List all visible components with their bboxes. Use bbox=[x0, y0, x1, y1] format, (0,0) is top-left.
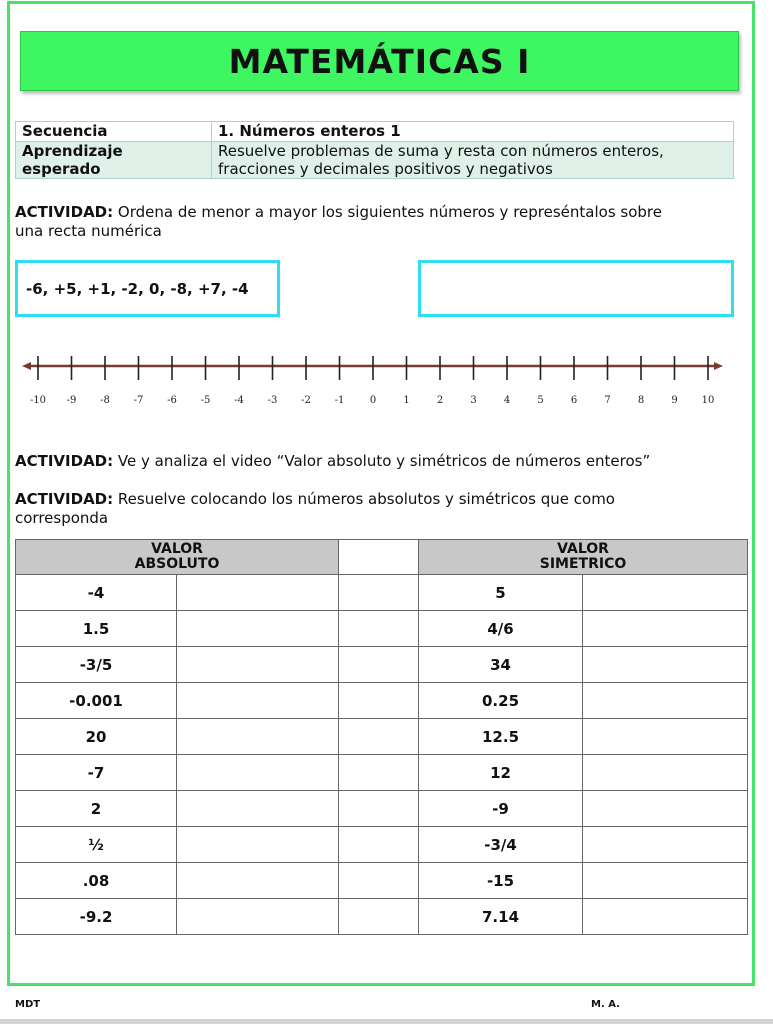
activity-3-text-2: corresponda bbox=[15, 509, 109, 527]
table-row bbox=[16, 755, 748, 791]
activity-3-instruction bbox=[15, 490, 735, 528]
table-row bbox=[16, 719, 748, 755]
spacer-cell bbox=[339, 899, 419, 935]
aprendizaje-value-line1: Resuelve problemas de suma y resta con números enteros, bbox=[218, 142, 664, 160]
info-table bbox=[15, 121, 734, 179]
spacer-cell bbox=[339, 611, 419, 647]
abs-answer-cell[interactable] bbox=[177, 719, 339, 755]
header-left-line1: VALOR bbox=[151, 541, 203, 557]
table-row bbox=[16, 611, 748, 647]
spacer-cell bbox=[339, 575, 419, 611]
abs-number: ½ bbox=[16, 827, 177, 863]
abs-number: -3/5 bbox=[16, 647, 177, 683]
sim-answer-cell[interactable] bbox=[583, 647, 748, 683]
sim-number: 34 bbox=[419, 647, 583, 683]
aprendizaje-label-line2: esperado bbox=[22, 160, 101, 178]
abs-number: -9.2 bbox=[16, 899, 177, 935]
number-line-label: -8 bbox=[100, 395, 110, 406]
number-line-label: 5 bbox=[537, 395, 544, 406]
number-line-label: 7 bbox=[604, 395, 611, 406]
number-line-label: 10 bbox=[701, 395, 715, 406]
secuencia-label: Secuencia bbox=[16, 122, 212, 142]
header-spacer bbox=[339, 540, 419, 575]
number-line-label: 8 bbox=[637, 395, 645, 406]
number-line-label: -6 bbox=[167, 395, 177, 406]
number-line-label: -4 bbox=[234, 395, 244, 406]
header-valor-absoluto bbox=[16, 540, 339, 575]
sim-number: 4/6 bbox=[419, 611, 583, 647]
abs-answer-cell[interactable] bbox=[177, 899, 339, 935]
sim-answer-cell[interactable] bbox=[583, 863, 748, 899]
sim-number: -9 bbox=[419, 791, 583, 827]
number-line-label: 9 bbox=[671, 395, 678, 406]
page-title: MATEMÁTICAS I bbox=[20, 31, 739, 91]
abs-answer-cell[interactable] bbox=[177, 827, 339, 863]
spacer-cell bbox=[339, 647, 419, 683]
sim-answer-cell[interactable] bbox=[583, 611, 748, 647]
number-line bbox=[20, 345, 740, 415]
abs-number: 1.5 bbox=[16, 611, 177, 647]
spacer-cell bbox=[339, 683, 419, 719]
numbers-box: -6, +5, +1, -2, 0, -8, +7, -4 bbox=[15, 260, 280, 317]
abs-answer-cell[interactable] bbox=[177, 647, 339, 683]
activity-1-text-1: Ordena de menor a mayor los siguientes números y represéntalos sobre bbox=[113, 203, 662, 221]
abs-number: .08 bbox=[16, 863, 177, 899]
table-row bbox=[16, 683, 748, 719]
number-line-label: 3 bbox=[470, 395, 477, 406]
number-line-label: 2 bbox=[436, 395, 444, 406]
arrow-right-icon bbox=[714, 362, 723, 370]
sim-number: 5 bbox=[419, 575, 583, 611]
header-right-line2: SIMETRICO bbox=[539, 556, 627, 572]
sim-answer-cell[interactable] bbox=[583, 683, 748, 719]
sim-number: -3/4 bbox=[419, 827, 583, 863]
activity-1-text-2: una recta numérica bbox=[15, 222, 162, 240]
footer-right: M. A. bbox=[591, 999, 620, 1010]
table-row bbox=[16, 647, 748, 683]
sim-number: 12 bbox=[419, 755, 583, 791]
header-valor-simetrico bbox=[419, 540, 748, 575]
spacer-cell bbox=[339, 827, 419, 863]
abs-answer-cell[interactable] bbox=[177, 575, 339, 611]
header-left-line2: ABSOLUTO bbox=[134, 556, 220, 572]
aprendizaje-label-line1: Aprendizaje bbox=[22, 142, 123, 160]
sim-answer-cell[interactable] bbox=[583, 755, 748, 791]
table-row bbox=[16, 827, 748, 863]
aprendizaje-value bbox=[212, 142, 734, 179]
abs-answer-cell[interactable] bbox=[177, 863, 339, 899]
number-line-label: -1 bbox=[334, 395, 345, 406]
activity-3-label: ACTIVIDAD: bbox=[15, 490, 114, 508]
number-line-label: 1 bbox=[403, 395, 410, 406]
abs-answer-cell[interactable] bbox=[177, 683, 339, 719]
spacer-cell bbox=[339, 863, 419, 899]
sim-answer-cell[interactable] bbox=[583, 827, 748, 863]
sim-number: -15 bbox=[419, 863, 583, 899]
abs-answer-cell[interactable] bbox=[177, 611, 339, 647]
activity-1-instruction bbox=[15, 203, 735, 241]
header-right-line1: VALOR bbox=[557, 541, 609, 557]
number-line-label: -7 bbox=[133, 395, 144, 406]
activity-1-label: ACTIVIDAD: bbox=[15, 203, 114, 221]
number-line-label: 4 bbox=[503, 395, 511, 406]
abs-number: 2 bbox=[16, 791, 177, 827]
arrow-left-icon bbox=[22, 362, 31, 370]
answer-box[interactable] bbox=[418, 260, 734, 317]
number-line-label: 0 bbox=[369, 395, 377, 406]
number-line-label: -10 bbox=[29, 395, 47, 406]
activity-3-text-1: Resuelve colocando los números absolutos y simétricos que como bbox=[113, 490, 615, 508]
abs-number: -4 bbox=[16, 575, 177, 611]
activity-2-instruction bbox=[15, 452, 735, 471]
abs-number: 20 bbox=[16, 719, 177, 755]
bottom-strip bbox=[0, 1019, 773, 1024]
abs-number: -0.001 bbox=[16, 683, 177, 719]
abs-answer-cell[interactable] bbox=[177, 755, 339, 791]
sim-answer-cell[interactable] bbox=[583, 575, 748, 611]
number-line-label: -9 bbox=[66, 395, 77, 406]
sim-answer-cell[interactable] bbox=[583, 899, 748, 935]
table-row bbox=[16, 863, 748, 899]
spacer-cell bbox=[339, 719, 419, 755]
secuencia-value: 1. Números enteros 1 bbox=[212, 122, 734, 142]
number-line-label: -3 bbox=[267, 395, 278, 406]
values-table bbox=[15, 539, 748, 935]
table-row bbox=[16, 899, 748, 935]
spacer-cell bbox=[339, 755, 419, 791]
sim-number: 12.5 bbox=[419, 719, 583, 755]
number-line-label: -5 bbox=[200, 395, 211, 406]
activity-2-text: Ve y analiza el video “Valor absoluto y simétricos de números enteros” bbox=[113, 452, 651, 470]
abs-number: -7 bbox=[16, 755, 177, 791]
sim-number: 7.14 bbox=[419, 899, 583, 935]
footer-left: MDT bbox=[15, 999, 41, 1010]
abs-answer-cell[interactable] bbox=[177, 791, 339, 827]
aprendizaje-label bbox=[16, 142, 212, 179]
table-row bbox=[16, 791, 748, 827]
number-line-label: 6 bbox=[570, 395, 578, 406]
sim-answer-cell[interactable] bbox=[583, 719, 748, 755]
activity-2-label: ACTIVIDAD: bbox=[15, 452, 114, 470]
spacer-cell bbox=[339, 791, 419, 827]
sim-number: 0.25 bbox=[419, 683, 583, 719]
table-row bbox=[16, 575, 748, 611]
number-line-label: -2 bbox=[301, 395, 311, 406]
sim-answer-cell[interactable] bbox=[583, 791, 748, 827]
aprendizaje-value-line2: fracciones y decimales positivos y negativos bbox=[218, 160, 553, 178]
